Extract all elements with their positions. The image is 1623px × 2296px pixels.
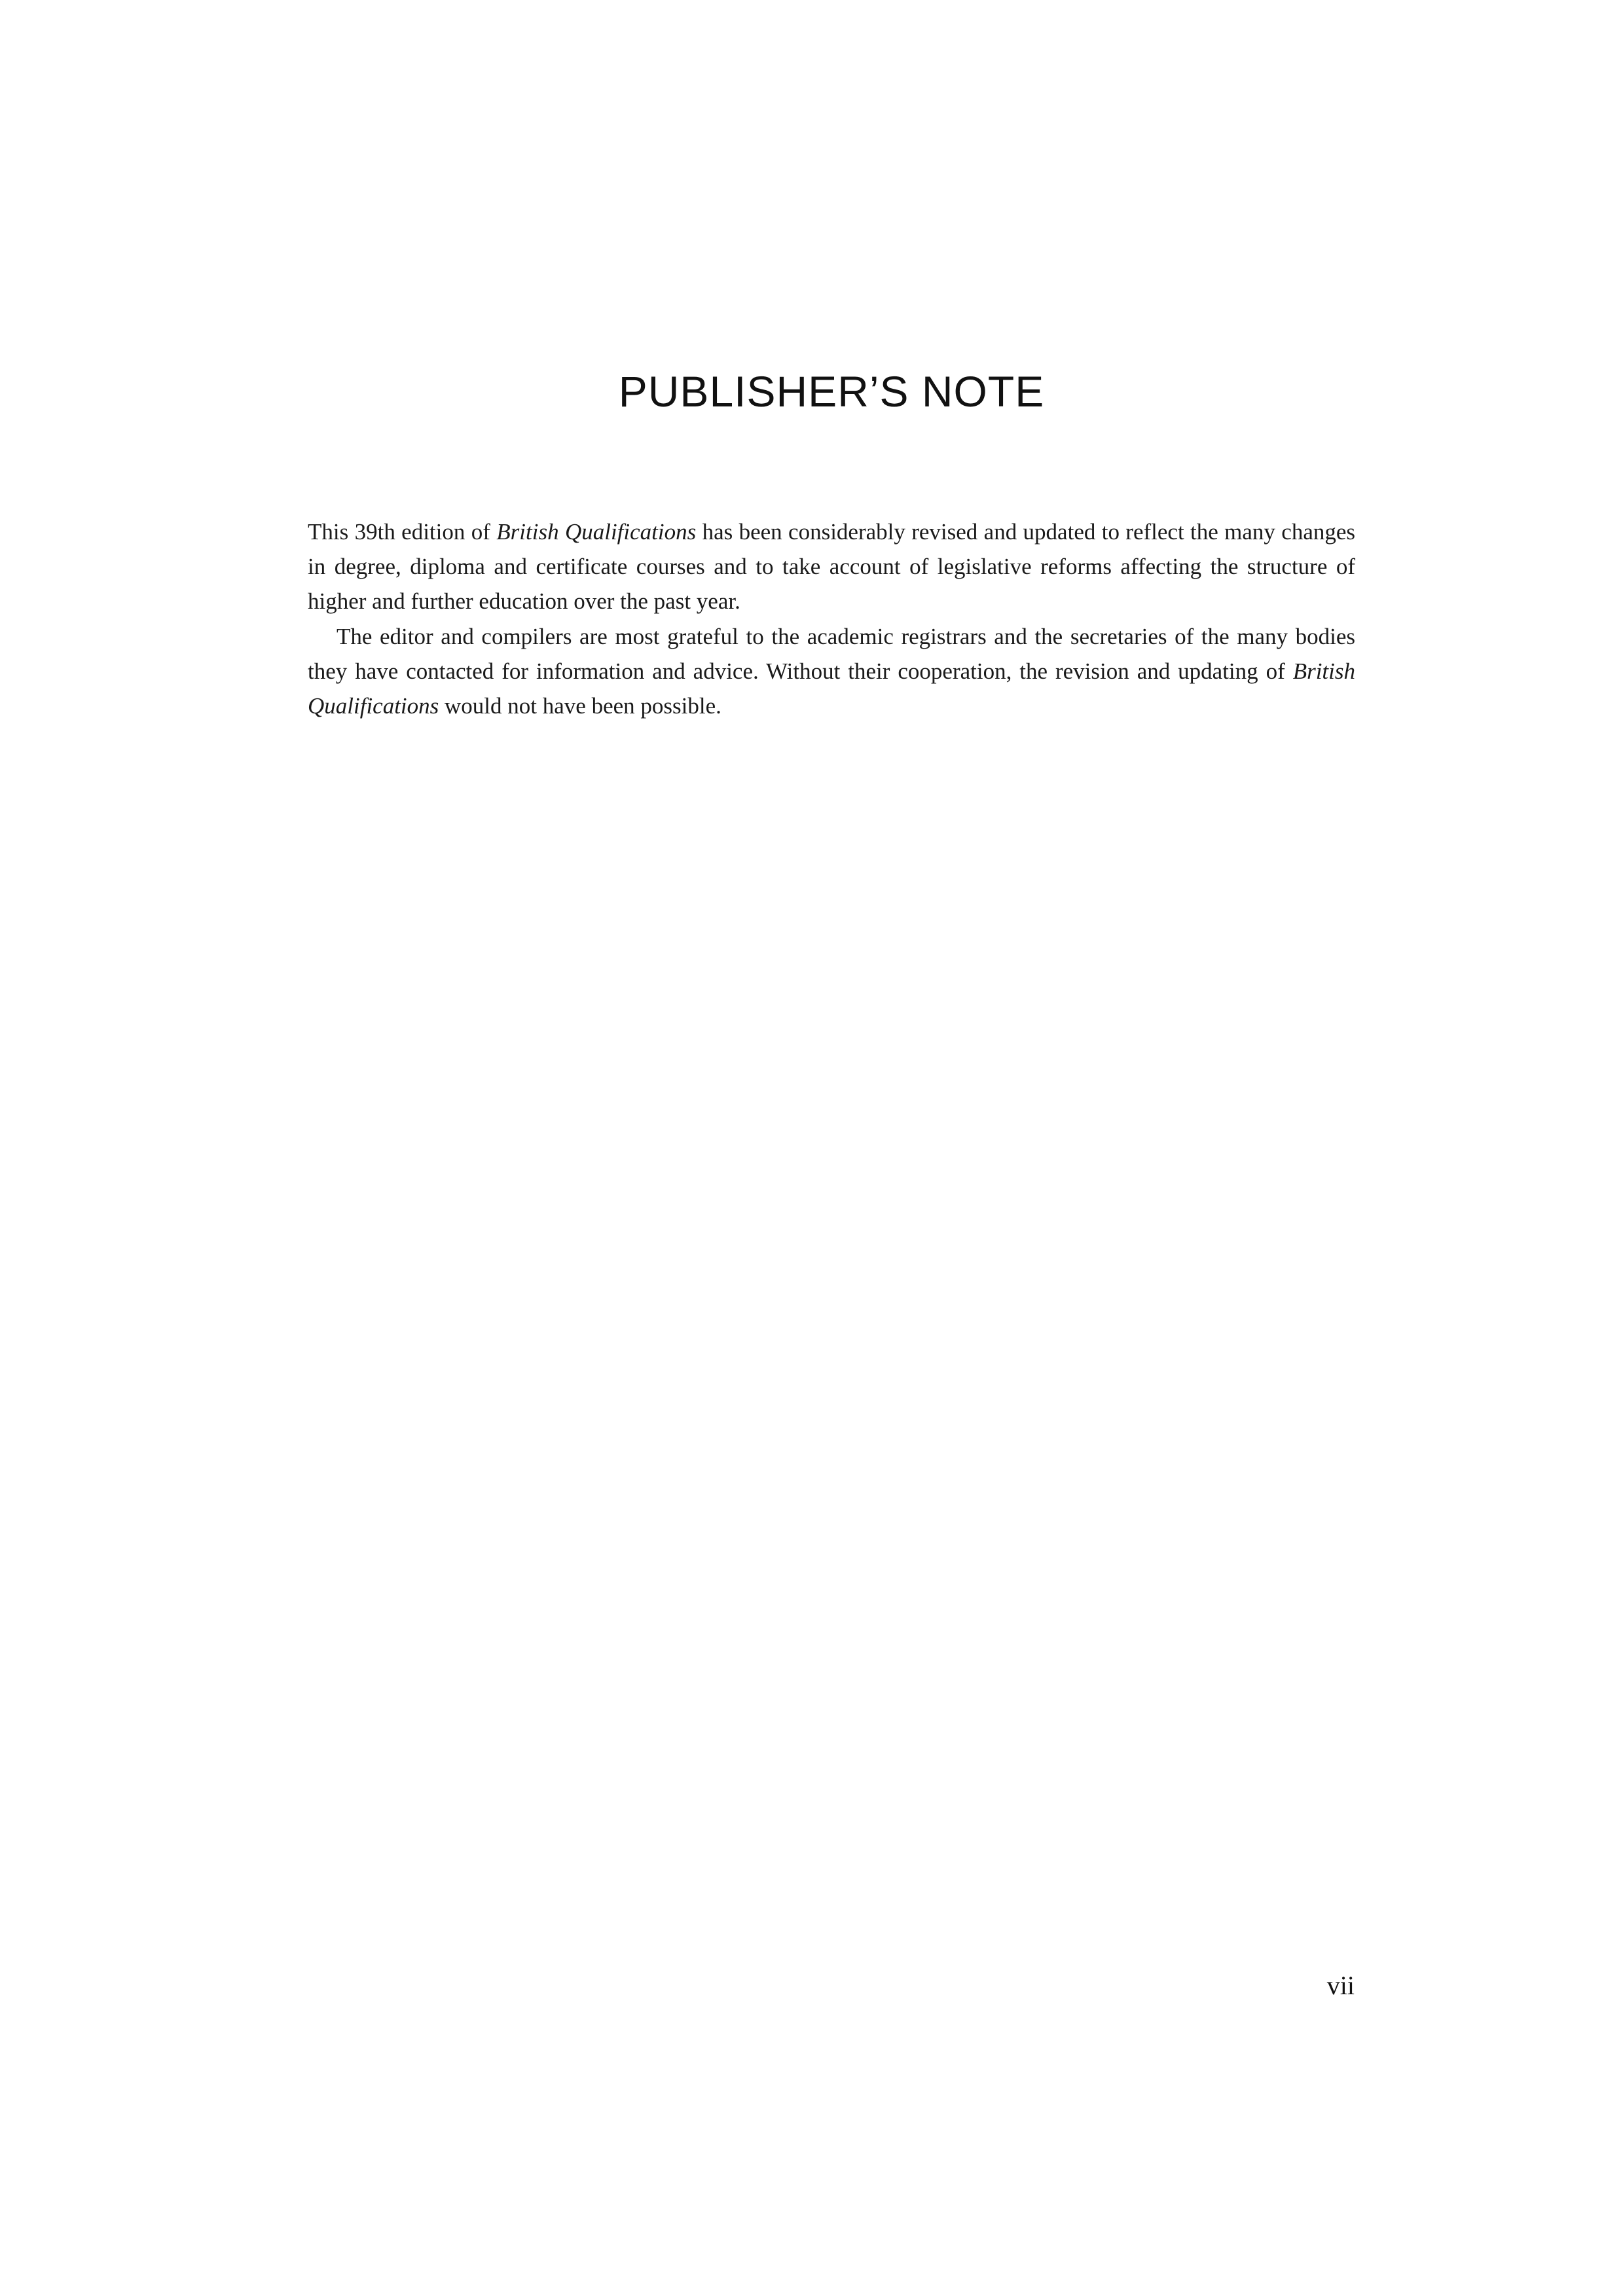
paragraph-2 <box>308 619 1355 724</box>
paragraph-1-run-1: This 39th edition of <box>308 519 497 545</box>
text-block <box>308 367 1355 723</box>
paragraph-2-run-2-italic: British Qualifications <box>308 658 1355 719</box>
paragraph-2-run-1: The editor and compilers are most grateful to the academic registrars and the secretaries of the many bodies they have contacted for information and advice. Without their cooperation, the revision and updating of <box>308 623 1355 684</box>
page-title: PUBLISHER’S NOTE <box>618 367 1045 416</box>
paragraph-1-run-3: has been considerably revised and updated to reflect the many changes in degree, diploma and certificate courses and to take account of legislative reforms affecting the structure of higher and further education over the past year. <box>308 519 1356 615</box>
paragraph-2-run-3: would not have been possible. <box>439 692 721 719</box>
paragraph-1-run-2-italic: British Qualifications <box>496 519 697 545</box>
page-number: vii <box>1326 1971 1355 2000</box>
paragraph-1 <box>308 514 1355 619</box>
